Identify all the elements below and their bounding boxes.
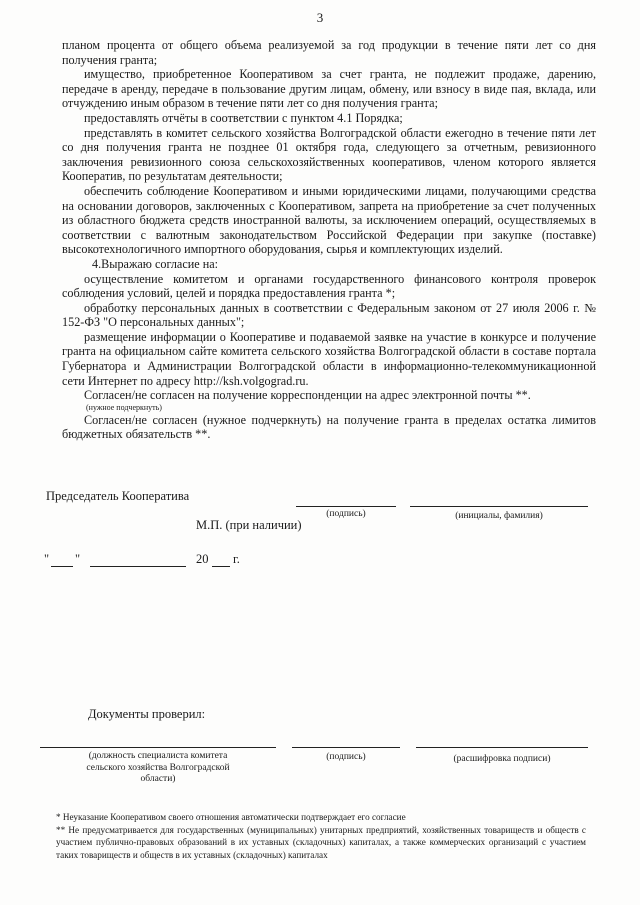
page-number: 3 <box>316 10 324 25</box>
name-caption: (инициалы, фамилия) <box>455 511 543 521</box>
paragraph-audit-conclusion: представлять в комитет сельского хозяйства Волгоградской области ежегодно в течение пяти лет со дня получения гранта не позднее 01 октября года, следующего за отчетным, ревизионного заключения ревизионного союза сельскохозяйственных кооперативов, членом которого является Кооператив, по результатам деятельности; <box>62 125 596 184</box>
verifier-signature-line <box>292 747 400 748</box>
section-4-heading: 4.Выражаю согласие на: <box>92 256 219 271</box>
footnote-double-star: ** Не предусматривается для государственных (муниципальных) унитарных предприятий, хозяйственных товариществ и обществ с участием публично-правовых образований в их уставных (складочных) капиталах, а также коммерческих организаций с участием таких товариществ и обществ в их уставных (складочных) капиталах <box>56 824 586 860</box>
date-year-line <box>212 566 230 567</box>
paragraph-consent-limits: Согласен/не согласен (нужное подчеркнуть) на получение гранта в пределах остатка лимитов бюджетных обязательств **. <box>62 412 596 442</box>
decode-caption: (расшифровка подписи) <box>453 754 551 764</box>
paragraph-consent-email: Согласен/не согласен на получение корреспонденции на адрес электронной почты **. <box>84 388 531 403</box>
position-caption: (должность специалиста комитета сельского хозяйства Волгоградской области) <box>86 751 230 784</box>
date-year-prefix: 20 <box>196 552 209 566</box>
name-line <box>410 506 588 507</box>
footnote-single-star: * Неуказание Кооперативом своего отношения автоматически подтверждает его согласие <box>56 812 406 822</box>
date-quote-open: " <box>44 552 50 566</box>
position-line <box>40 747 276 748</box>
paragraph-reports: предоставлять отчёты в соответствии с пунктом 4.1 Порядка; <box>84 110 403 125</box>
verification-label: Документы проверил: <box>88 707 206 721</box>
paragraph-currency-ban: обеспечить соблюдение Кооперативом и иными юридическими лицами, получающими средства на основании договоров, заключенных с Кооперативом, запрета на приобретение за счет полученных из областного бюджета средств иностранной валюты, за исключением операций, осуществляемых в соответствии с валютным законодательством Российской Федерации при закупке (поставке) высокотехнологичного импортного оборудования, сырья и комплектующих изделий. <box>62 183 596 257</box>
decode-line <box>416 747 588 748</box>
paragraph-consent-publication: размещение информации о Кооперативе и подаваемой заявке на участие в конкурсе и получение гранта на официальном сайте комитета сельского хозяйства Волгоградской области в составе портала Губернатора и Администрации Волгоградской области в информационно-телекоммуникационной сети Интернет по адресу http://ksh.volgograd.ru. <box>62 329 596 388</box>
signature-caption: (подпись) <box>326 509 366 519</box>
chairman-label: Председатель Кооператива <box>46 489 190 503</box>
date-day-line <box>51 566 73 567</box>
document-body <box>62 38 596 442</box>
paragraph-income-share: планом процента от общего объема реализуемой за год продукции в течение пяти лет со дня получения гранта; <box>62 38 596 67</box>
paragraph-consent-inspection: осуществление комитетом и органами государственного финансового контроля проверок соблюдения условий, целей и порядка предоставления гранта *; <box>62 271 596 301</box>
date-year-suffix: г. <box>233 552 240 566</box>
stamp-label: М.П. (при наличии) <box>196 518 302 532</box>
signature-line <box>296 506 396 507</box>
date-month-line <box>90 566 186 567</box>
verifier-signature-caption: (подпись) <box>326 752 366 762</box>
paragraph-consent-personal-data: обработку персональных данных в соответствии с Федеральным законом от 27 июля 2006 г. № 152-ФЗ "О персональных данных"; <box>62 300 596 330</box>
paragraph-property-restriction: имущество, приобретенное Кооперативом за счет гранта, не подлежит продаже, дарению, передаче в аренду, передаче в пользование другим лицам, обмену, или взносу в виде пая, вклада, или отчуждению иным образом в течение пяти лет со дня получения гранта; <box>62 67 596 111</box>
date-quote-close: " <box>75 552 81 566</box>
footnotes <box>56 811 586 861</box>
underline-hint: (нужное подчеркнуть) <box>86 402 162 412</box>
